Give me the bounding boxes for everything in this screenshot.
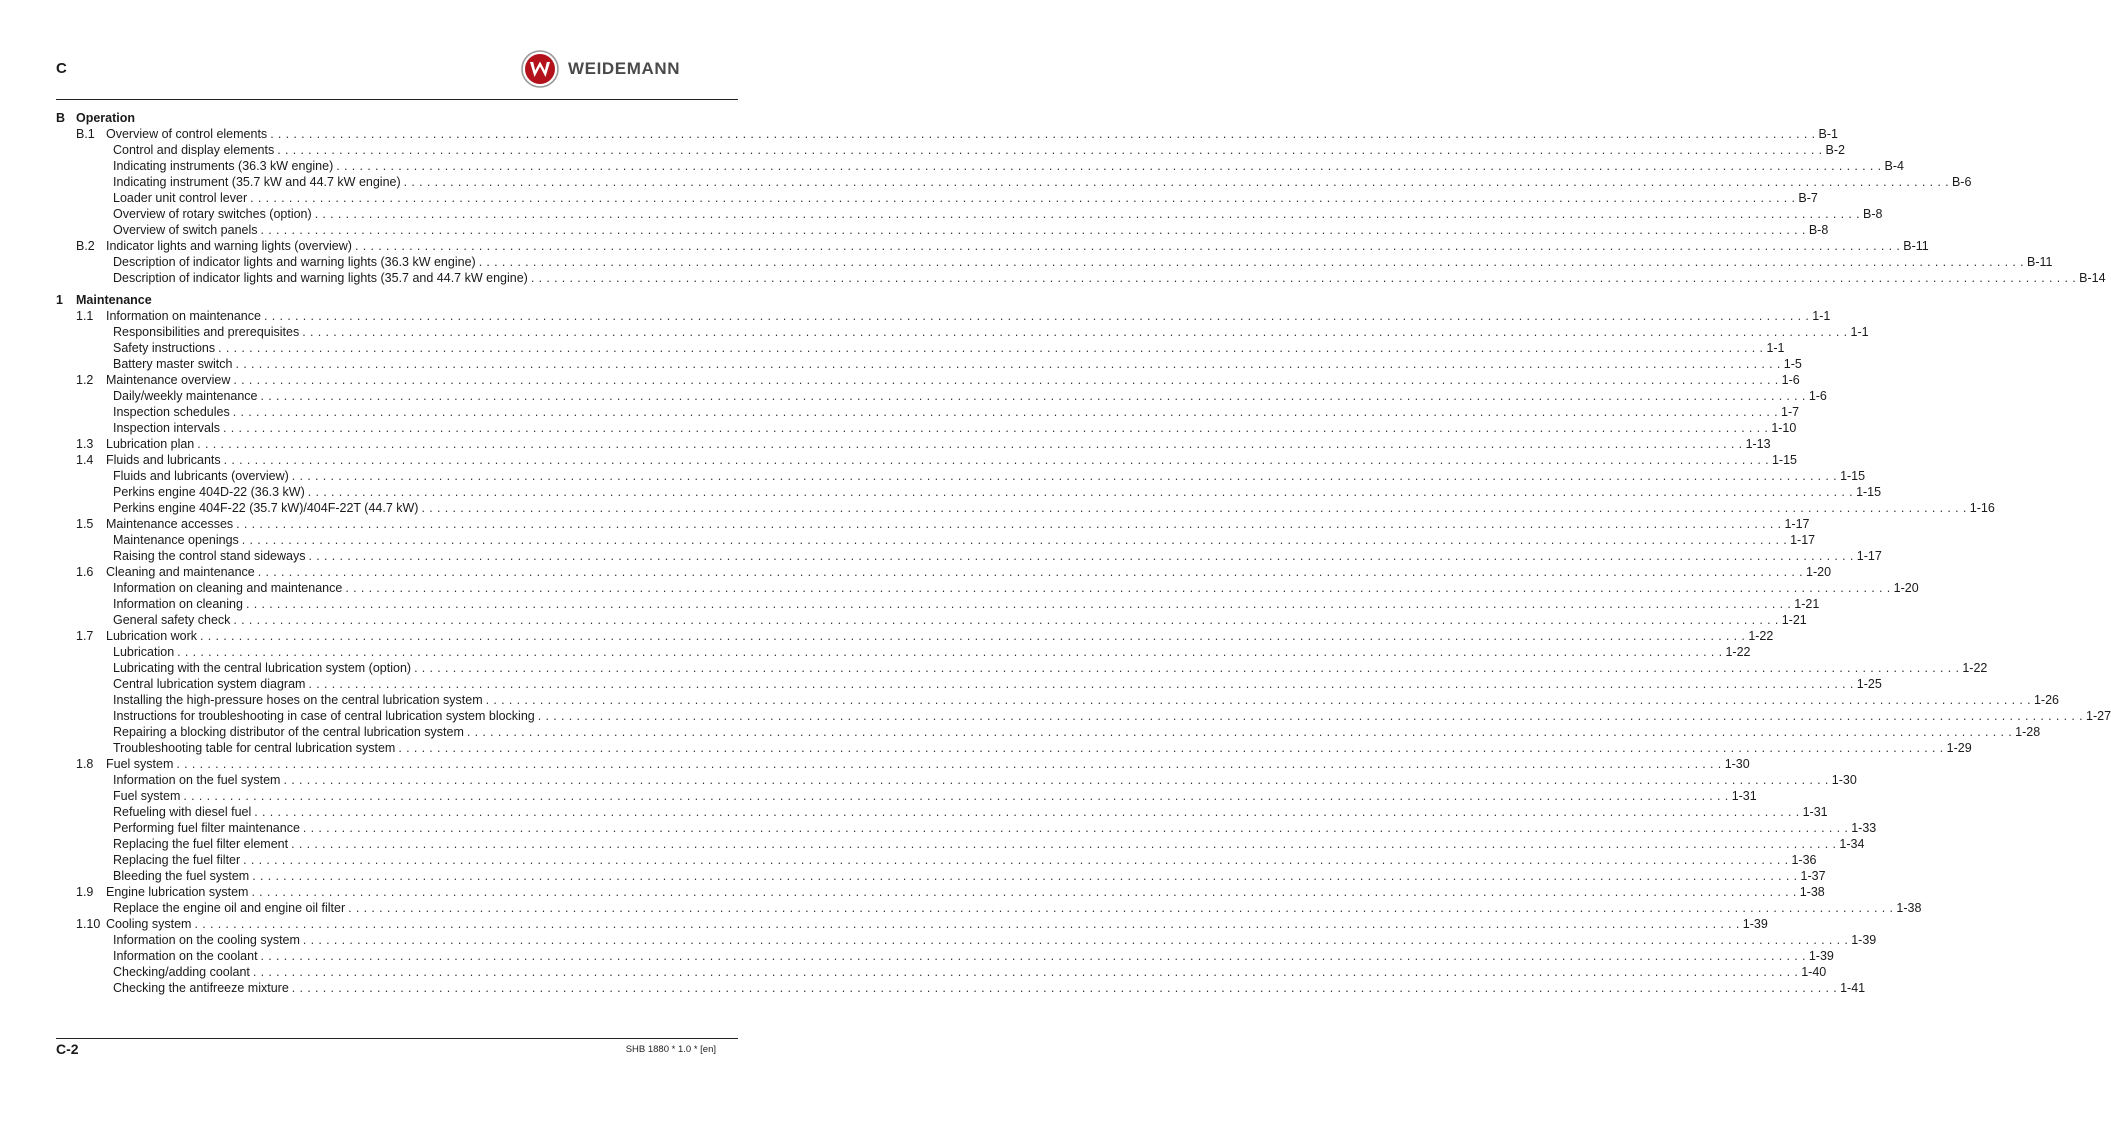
entry-number: 1.7 xyxy=(76,629,94,643)
entry-page: 1-13 xyxy=(1745,437,1771,451)
entry-title: Replace the engine oil and engine oil filter xyxy=(113,901,346,915)
entry-title: Indicator lights and warning lights (overview) xyxy=(106,239,352,253)
dot-leader: . . . . . . . . . . . . . . . . . . . . . . . . . . . . . . . . . . . . . . . . . . . . . . . . . . . . . . . . . . . . . . . . . . . . . . . . . . . . . . . . . . . . . . . . . . . . . . . . . . . . . . . . . . . . . . . . . . . . . . . . . . . . . . . . . . . . . . . . . . . . . . . . . . . . . . . . . . . . . . . . . . . . . . . . . . . . . . . . . . . . . . . . . . . . . . . . . . . . . . . . xyxy=(291,469,1838,483)
entry-title: Cooling system xyxy=(106,917,192,931)
entry-page: B-11 xyxy=(2026,255,2053,269)
dot-leader: . . . . . . . . . . . . . . . . . . . . . . . . . . . . . . . . . . . . . . . . . . . . . . . . . . . . . . . . . . . . . . . . . . . . . . . . . . . . . . . . . . . . . . . . . . . . . . . . . . . . . . . . . . . . . . . . . . . . . . . . . . . . . . . . . . . . . . . . . . . . . . . . . . . . . . . . . . . . . . . . . . . . . . . . . . . . . . . . . . . . . . . . . . . . . . . . . . . . . . . . xyxy=(252,869,1798,883)
entry-page: 1-41 xyxy=(1840,981,1866,995)
entry-title: Lubricating with the central lubrication system (option) xyxy=(113,661,412,675)
dot-leader: . . . . . . . . . . . . . . . . . . . . . . . . . . . . . . . . . . . . . . . . . . . . . . . . . . . . . . . . . . . . . . . . . . . . . . . . . . . . . . . . . . . . . . . . . . . . . . . . . . . . . . . . . . . . . . . . . . . . . . . . . . . . . . . . . . . . . . . . . . . . . . . . . . . . . . . . . . . . . . . . . . . . . . . . . . . . . . . . . . . . . . . . . . . . . . . . . . . . . . . . xyxy=(260,949,1806,963)
entry-page: 1-6 xyxy=(1781,373,1800,387)
toc-subentry[interactable] xyxy=(56,740,1972,756)
entry-page: 1-22 xyxy=(1962,661,1988,675)
entry-page: 1-38 xyxy=(1799,885,1825,899)
dot-leader: . . . . . . . . . . . . . . . . . . . . . . . . . . . . . . . . . . . . . . . . . . . . . . . . . . . . . . . . . . . . . . . . . . . . . . . . . . . . . . . . . . . . . . . . . . . . . . . . . . . . . . . . . . . . . . . . . . . . . . . . . . . . . . . . . . . . . . . . . . . . . . . . . . . . . . . . . . . . . . . . . . . . . . . . . . . . . . . . . . . . . . . . . . . . . . . . . . . . . . . . xyxy=(233,373,1779,387)
toc-subentry[interactable] xyxy=(56,190,1818,206)
toc-entry[interactable] xyxy=(56,756,1750,772)
footer-rule xyxy=(56,1038,738,1039)
entry-page: 1-7 xyxy=(1781,405,1800,419)
entry-page: 1-1 xyxy=(1850,325,1869,339)
entry-title: Overview of switch panels xyxy=(113,223,258,237)
entry-title: Perkins engine 404D-22 (36.3 kW) xyxy=(113,485,305,499)
dot-leader: . . . . . . . . . . . . . . . . . . . . . . . . . . . . . . . . . . . . . . . . . . . . . . . . . . . . . . . . . . . . . . . . . . . . . . . . . . . . . . . . . . . . . . . . . . . . . . . . . . . . . . . . . . . . . . . . . . . . . . . . . . . . . . . . . . . . . . . . . . . . . . . . . . . . . . . . . . . . . . . . . . . . . . . . . . . . . . . . . . . . . . . . . . . . . . . . . . . . . . . . xyxy=(354,239,1901,253)
toc-entry[interactable] xyxy=(56,516,1810,532)
toc-subentry[interactable] xyxy=(56,660,1988,676)
dot-leader: . . . . . . . . . . . . . . . . . . . . . . . . . . . . . . . . . . . . . . . . . . . . . . . . . . . . . . . . . . . . . . . . . . . . . . . . . . . . . . . . . . . . . . . . . . . . . . . . . . . . . . . . . . . . . . . . . . . . . . . . . . . . . . . . . . . . . . . . . . . . . . . . . . . . . . . . . . . . . . . . . . . . . . . . . . . . . . . . . . . . . . . . . . . . . . . . . . . . . . . . xyxy=(197,437,1743,451)
toc-subentry[interactable] xyxy=(56,980,1866,996)
dot-leader: . . . . . . . . . . . . . . . . . . . . . . . . . . . . . . . . . . . . . . . . . . . . . . . . . . . . . . . . . . . . . . . . . . . . . . . . . . . . . . . . . . . . . . . . . . . . . . . . . . . . . . . . . . . . . . . . . . . . . . . . . . . . . . . . . . . . . . . . . . . . . . . . . . . . . . . . . . . . . . . . . . . . . . . . . . . . . . . . . . . . . . . . . . . . . . . . . . . . . . . . xyxy=(336,159,1882,173)
dot-leader: . . . . . . . . . . . . . . . . . . . . . . . . . . . . . . . . . . . . . . . . . . . . . . . . . . . . . . . . . . . . . . . . . . . . . . . . . . . . . . . . . . . . . . . . . . . . . . . . . . . . . . . . . . . . . . . . . . . . . . . . . . . . . . . . . . . . . . . . . . . . . . . . . . . . . . . . . . . . . . . . . . . . . . . . . . . . . . . . . . . . . . . . . . . . . . . . . . . . . . . . xyxy=(218,341,1764,355)
entry-title: Information on the coolant xyxy=(113,949,258,963)
toc-entry[interactable] xyxy=(56,628,1774,644)
toc-subentry[interactable] xyxy=(56,500,1995,516)
entry-title: Fuel system xyxy=(113,789,181,803)
toc-subentry[interactable] xyxy=(56,852,1817,868)
dot-leader: . . . . . . . . . . . . . . . . . . . . . . . . . . . . . . . . . . . . . . . . . . . . . . . . . . . . . . . . . . . . . . . . . . . . . . . . . . . . . . . . . . . . . . . . . . . . . . . . . . . . . . . . . . . . . . . . . . . . . . . . . . . . . . . . . . . . . . . . . . . . . . . . . . . . . . . . . . . . . . . . . . . . . . . . . . . . . . . . . . . . . . . . . . . . . . . . . . . . . . . . xyxy=(250,191,1796,205)
toc-subentry[interactable] xyxy=(56,948,1834,964)
dot-leader: . . . . . . . . . . . . . . . . . . . . . . . . . . . . . . . . . . . . . . . . . . . . . . . . . . . . . . . . . . . . . . . . . . . . . . . . . . . . . . . . . . . . . . . . . . . . . . . . . . . . . . . . . . . . . . . . . . . . . . . . . . . . . . . . . . . . . . . . . . . . . . . . . . . . . . . . . . . . . . . . . . . . . . . . . . . . . . . . . . . . . . . . . . . . . . . . . . . . . . . . xyxy=(263,309,1810,323)
entry-title: Indicating instrument (35.7 kW and 44.7 kW engine) xyxy=(113,175,401,189)
dot-leader: . . . . . . . . . . . . . . . . . . . . . . . . . . . . . . . . . . . . . . . . . . . . . . . . . . . . . . . . . . . . . . . . . . . . . . . . . . . . . . . . . . . . . . . . . . . . . . . . . . . . . . . . . . . . . . . . . . . . . . . . . . . . . . . . . . . . . . . . . . . . . . . . . . . . . . . . . . . . . . . . . . . . . . . . . . . . . . . . . . . . . . . . . . . . . . . . . . . . . . . . xyxy=(398,741,1944,755)
toc-subentry[interactable] xyxy=(56,532,1816,548)
entry-number: 1.4 xyxy=(76,453,94,467)
entry-title: Central lubrication system diagram xyxy=(113,677,306,691)
dot-leader: . . . . . . . . . . . . . . . . . . . . . . . . . . . . . . . . . . . . . . . . . . . . . . . . . . . . . . . . . . . . . . . . . . . . . . . . . . . . . . . . . . . . . . . . . . . . . . . . . . . . . . . . . . . . . . . . . . . . . . . . . . . . . . . . . . . . . . . . . . . . . . . . . . . . . . . . . . . . . . . . . . . . . . . . . . . . . . . . . . . . . . . . . . . . . . . . . . . . . . . . xyxy=(176,757,1722,771)
toc-subentry[interactable] xyxy=(56,206,1883,222)
entry-page: 1-30 xyxy=(1831,773,1857,787)
dot-leader: . . . . . . . . . . . . . . . . . . . . . . . . . . . . . . . . . . . . . . . . . . . . . . . . . . . . . . . . . . . . . . . . . . . . . . . . . . . . . . . . . . . . . . . . . . . . . . . . . . . . . . . . . . . . . . . . . . . . . . . . . . . . . . . . . . . . . . . . . . . . . . . . . . . . . . . . . . . . . . . . . . . . . . . . . . . . . . . . . . . . . . . . . . . . . . . . . . . . . . . . xyxy=(270,127,1816,141)
dot-leader: . . . . . . . . . . . . . . . . . . . . . . . . . . . . . . . . . . . . . . . . . . . . . . . . . . . . . . . . . . . . . . . . . . . . . . . . . . . . . . . . . . . . . . . . . . . . . . . . . . . . . . . . . . . . . . . . . . . . . . . . . . . . . . . . . . . . . . . . . . . . . . . . . . . . . . . . . . . . . . . . . . . . . . . . . . . . . . . . . . . . . . . . . . . . . . . . . . . . . . . . xyxy=(314,207,1860,221)
entry-number: 1.5 xyxy=(76,517,94,531)
brand-name: WEIDEMANN xyxy=(568,59,681,78)
entry-number: 1.10 xyxy=(76,917,101,931)
entry-page: 1-31 xyxy=(1802,805,1828,819)
toc-subentry[interactable] xyxy=(56,324,1869,340)
entry-page: 1-36 xyxy=(1791,853,1817,867)
entry-page: 1-15 xyxy=(1856,485,1882,499)
toc-entry[interactable] xyxy=(56,126,1838,142)
entry-title: Battery master switch xyxy=(113,357,233,371)
entry-title: Installing the high-pressure hoses on the central lubrication system xyxy=(113,693,483,707)
entry-title: Indicating instruments (36.3 kW engine) xyxy=(113,159,334,173)
entry-page: 1-29 xyxy=(1946,741,1972,755)
entry-title: Performing fuel filter maintenance xyxy=(113,821,300,835)
dot-leader: . . . . . . . . . . . . . . . . . . . . . . . . . . . . . . . . . . . . . . . . . . . . . . . . . . . . . . . . . . . . . . . . . . . . . . . . . . . . . . . . . . . . . . . . . . . . . . . . . . . . . . . . . . . . . . . . . . . . . . . . . . . . . . . . . . . . . . . . . . . . . . . . . . . . . . . . . . . . . . . . . . . . . . . . . . . . . . . . . . . . . . . . . . . . . . . . . . . . . . . . xyxy=(200,629,1746,643)
toc-subentry[interactable] xyxy=(56,692,2059,708)
dot-leader: . . . . . . . . . . . . . . . . . . . . . . . . . . . . . . . . . . . . . . . . . . . . . . . . . . . . . . . . . . . . . . . . . . . . . . . . . . . . . . . . . . . . . . . . . . . . . . . . . . . . . . . . . . . . . . . . . . . . . . . . . . . . . . . . . . . . . . . . . . . . . . . . . . . . . . . . . . . . . . . . . . . . . . . . . . . . . . . . . . . . . . . . . . . . . . . . . . . . . . . . xyxy=(466,725,2013,739)
entry-page: 1-17 xyxy=(1790,533,1816,547)
dot-leader: . . . . . . . . . . . . . . . . . . . . . . . . . . . . . . . . . . . . . . . . . . . . . . . . . . . . . . . . . . . . . . . . . . . . . . . . . . . . . . . . . . . . . . . . . . . . . . . . . . . . . . . . . . . . . . . . . . . . . . . . . . . . . . . . . . . . . . . . . . . . . . . . . . . . . . . . . . . . . . . . . . . . . . . . . . . . . . . . . . . . . . . . . . . . . . . . . . . . . . . . xyxy=(421,501,1967,515)
entry-number: 1.6 xyxy=(76,565,94,579)
dot-leader: . . . . . . . . . . . . . . . . . . . . . . . . . . . . . . . . . . . . . . . . . . . . . . . . . . . . . . . . . . . . . . . . . . . . . . . . . . . . . . . . . . . . . . . . . . . . . . . . . . . . . . . . . . . . . . . . . . . . . . . . . . . . . . . . . . . . . . . . . . . . . . . . . . . . . . . . . . . . . . . . . . . . . . . . . . . . . . . . . . . . . . . . . . . . . . . . . . . . . . . . xyxy=(260,389,1806,403)
entry-page: B-14 xyxy=(2079,271,2106,285)
entry-title: Checking/adding coolant xyxy=(113,965,250,979)
entry-page: 1-39 xyxy=(1808,949,1834,963)
document-reference: SHB 1880 * 1.0 * [en] xyxy=(625,1044,716,1055)
section-title: Operation xyxy=(76,111,136,125)
section-heading xyxy=(56,292,717,308)
entry-title: Raising the control stand sideways xyxy=(113,549,306,563)
toc-subentry[interactable] xyxy=(56,596,1820,612)
entry-title: Repairing a blocking distributor of the central lubrication system xyxy=(113,725,464,739)
entry-page: 1-6 xyxy=(1808,389,1827,403)
entry-page: 1-37 xyxy=(1800,869,1826,883)
entry-title: Fluids and lubricants xyxy=(106,453,221,467)
entry-title: Description of indicator lights and warning lights (35.7 and 44.7 kW engine) xyxy=(113,271,528,285)
entry-title: Lubrication plan xyxy=(106,437,195,451)
toc-subentry[interactable] xyxy=(56,222,1829,238)
dot-leader: . . . . . . . . . . . . . . . . . . . . . . . . . . . . . . . . . . . . . . . . . . . . . . . . . . . . . . . . . . . . . . . . . . . . . . . . . . . . . . . . . . . . . . . . . . . . . . . . . . . . . . . . . . . . . . . . . . . . . . . . . . . . . . . . . . . . . . . . . . . . . . . . . . . . . . . . . . . . . . . . . . . . . . . . . . . . . . . . . . . . . . . . . . . . . . . . . . . . . . . . xyxy=(283,773,1829,787)
toc-subentry[interactable] xyxy=(56,964,1827,980)
entry-number: 1.2 xyxy=(76,373,94,387)
dot-leader: . . . . . . . . . . . . . . . . . . . . . . . . . . . . . . . . . . . . . . . . . . . . . . . . . . . . . . . . . . . . . . . . . . . . . . . . . . . . . . . . . . . . . . . . . . . . . . . . . . . . . . . . . . . . . . . . . . . . . . . . . . . . . . . . . . . . . . . . . . . . . . . . . . . . . . . . . . . . . . . . . . . . . . . . . . . . . . . . . . . . . . . . . . . . . . . . . . . . . . . . xyxy=(236,517,1782,531)
entry-page: 1-38 xyxy=(1896,901,1922,915)
dot-leader: . . . . . . . . . . . . . . . . . . . . . . . . . . . . . . . . . . . . . . . . . . . . . . . . . . . . . . . . . . . . . . . . . . . . . . . . . . . . . . . . . . . . . . . . . . . . . . . . . . . . . . . . . . . . . . . . . . . . . . . . . . . . . . . . . . . . . . . . . . . . . . . . . . . . . . . . . . . . . . . . . . . . . . . . . . . . . . . . . . . . . . . . . . . . . . . . . . . . . . . . xyxy=(277,143,1823,157)
entry-title: Description of indicator lights and warning lights (36.3 kW engine) xyxy=(113,255,476,269)
toc-entry[interactable] xyxy=(56,564,1832,580)
entry-page: 1-20 xyxy=(1806,565,1832,579)
entry-page: 1-34 xyxy=(1839,837,1865,851)
dot-leader: . . . . . . . . . . . . . . . . . . . . . . . . . . . . . . . . . . . . . . . . . . . . . . . . . . . . . . . . . . . . . . . . . . . . . . . . . . . . . . . . . . . . . . . . . . . . . . . . . . . . . . . . . . . . . . . . . . . . . . . . . . . . . . . . . . . . . . . . . . . . . . . . . . . . . . . . . . . . . . . . . . . . . . . . . . . . . . . . . . . . . . . . . . . . . . . . . . . . . . . . xyxy=(302,325,1848,339)
entry-title: Cleaning and maintenance xyxy=(106,565,255,579)
entry-page: B-7 xyxy=(1798,191,1818,205)
header-rule xyxy=(56,99,738,100)
dot-leader: . . . . . . . . . . . . . . . . . . . . . . . . . . . . . . . . . . . . . . . . . . . . . . . . . . . . . . . . . . . . . . . . . . . . . . . . . . . . . . . . . . . . . . . . . . . . . . . . . . . . . . . . . . . . . . . . . . . . . . . . . . . . . . . . . . . . . . . . . . . . . . . . . . . . . . . . . . . . . . . . . . . . . . . . . . . . . . . . . . . . . . . . . . . . . . . . . . . . . . . . xyxy=(245,597,1792,611)
section-title: Maintenance xyxy=(76,293,152,307)
entry-page: 1-25 xyxy=(1856,677,1882,691)
toc-subentry[interactable] xyxy=(56,580,1919,596)
dot-leader: . . . . . . . . . . . . . . . . . . . . . . . . . . . . . . . . . . . . . . . . . . . . . . . . . . . . . . . . . . . . . . . . . . . . . . . . . . . . . . . . . . . . . . . . . . . . . . . . . . . . . . . . . . . . . . . . . . . . . . . . . . . . . . . . . . . . . . . . . . . . . . . . . . . . . . . . . . . . . . . . . . . . . . . . . . . . . . . . . . . . . . . . . . . . . . . . . . . . . . . . xyxy=(177,645,1723,659)
section-heading xyxy=(56,110,717,126)
entry-page: 1-20 xyxy=(1893,581,1919,595)
entry-title: Maintenance openings xyxy=(113,533,239,547)
chapter-letter: C xyxy=(56,60,67,77)
toc-subentry[interactable] xyxy=(56,420,1797,436)
dot-leader: . . . . . . . . . . . . . . . . . . . . . . . . . . . . . . . . . . . . . . . . . . . . . . . . . . . . . . . . . . . . . . . . . . . . . . . . . . . . . . . . . . . . . . . . . . . . . . . . . . . . . . . . . . . . . . . . . . . . . . . . . . . . . . . . . . . . . . . . . . . . . . . . . . . . . . . . . . . . . . . . . . . . . . . . . . . . . . . . . . . . . . . . . . . . . . . . . . . . . . . . xyxy=(403,175,1949,189)
toc-subentry[interactable] xyxy=(56,644,1751,660)
entry-number: 1.3 xyxy=(76,437,94,451)
dot-leader: . . . . . . . . . . . . . . . . . . . . . . . . . . . . . . . . . . . . . . . . . . . . . . . . . . . . . . . . . . . . . . . . . . . . . . . . . . . . . . . . . . . . . . . . . . . . . . . . . . . . . . . . . . . . . . . . . . . . . . . . . . . . . . . . . . . . . . . . . . . . . . . . . . . . . . . . . . . . . . . . . . . . . . . . . . . . . . . . . . . . . . . . . . . . . . . . . . . . . . . . xyxy=(530,271,2077,285)
entry-number: 1.9 xyxy=(76,885,94,899)
entry-page: 1-16 xyxy=(1969,501,1995,515)
entry-title: Lubrication xyxy=(113,645,175,659)
entry-title: Instructions for troubleshooting in case of central lubrication system blocking xyxy=(113,709,535,723)
entry-page: 1-31 xyxy=(1731,789,1757,803)
entry-title: Overview of rotary switches (option) xyxy=(113,207,312,221)
dot-leader: . . . . . . . . . . . . . . . . . . . . . . . . . . . . . . . . . . . . . . . . . . . . . . . . . . . . . . . . . . . . . . . . . . . . . . . . . . . . . . . . . . . . . . . . . . . . . . . . . . . . . . . . . . . . . . . . . . . . . . . . . . . . . . . . . . . . . . . . . . . . . . . . . . . . . . . . . . . . . . . . . . . . . . . . . . . . . . . . . . . . . . . . . . . . . . . . . . . . . . . . xyxy=(243,853,1789,867)
entry-page: 1-15 xyxy=(1840,469,1866,483)
section-number: 1 xyxy=(56,293,63,307)
entry-title: Information on the fuel system xyxy=(113,773,281,787)
entry-page: 1-22 xyxy=(1725,645,1751,659)
toc-entry[interactable] xyxy=(56,916,1768,932)
toc-subentry[interactable] xyxy=(56,820,1877,836)
dot-leader: . . . . . . . . . . . . . . . . . . . . . . . . . . . . . . . . . . . . . . . . . . . . . . . . . . . . . . . . . . . . . . . . . . . . . . . . . . . . . . . . . . . . . . . . . . . . . . . . . . . . . . . . . . . . . . . . . . . . . . . . . . . . . . . . . . . . . . . . . . . . . . . . . . . . . . . . . . . . . . . . . . . . . . . . . . . . . . . . . . . . . . . . . . . . . . . . . . . . . . . . xyxy=(345,581,1891,595)
entry-page: B-11 xyxy=(1903,239,1929,253)
dot-leader: . . . . . . . . . . . . . . . . . . . . . . . . . . . . . . . . . . . . . . . . . . . . . . . . . . . . . . . . . . . . . . . . . . . . . . . . . . . . . . . . . . . . . . . . . . . . . . . . . . . . . . . . . . . . . . . . . . . . . . . . . . . . . . . . . . . . . . . . . . . . . . . . . . . . . . . . . . . . . . . . . . . . . . . . . . . . . . . . . . . . . . . . . . . . . . . . . . . . . . . . xyxy=(308,677,1854,691)
entry-page: 1-5 xyxy=(1783,357,1802,371)
dot-leader: . . . . . . . . . . . . . . . . . . . . . . . . . . . . . . . . . . . . . . . . . . . . . . . . . . . . . . . . . . . . . . . . . . . . . . . . . . . . . . . . . . . . . . . . . . . . . . . . . . . . . . . . . . . . . . . . . . . . . . . . . . . . . . . . . . . . . . . . . . . . . . . . . . . . . . . . . . . . . . . . . . . . . . . . . . . . . . . . . . . . . . . . . . . . . . . . . . . . . . . . xyxy=(183,789,1729,803)
dot-leader: . . . . . . . . . . . . . . . . . . . . . . . . . . . . . . . . . . . . . . . . . . . . . . . . . . . . . . . . . . . . . . . . . . . . . . . . . . . . . . . . . . . . . . . . . . . . . . . . . . . . . . . . . . . . . . . . . . . . . . . . . . . . . . . . . . . . . . . . . . . . . . . . . . . . . . . . . . . . . . . . . . . . . . . . . . . . . . . . . . . . . . . . . . . . . . . . . . . . . . . . xyxy=(348,901,1894,915)
toc-entry[interactable] xyxy=(56,452,1797,468)
dot-leader: . . . . . . . . . . . . . . . . . . . . . . . . . . . . . . . . . . . . . . . . . . . . . . . . . . . . . . . . . . . . . . . . . . . . . . . . . . . . . . . . . . . . . . . . . . . . . . . . . . . . . . . . . . . . . . . . . . . . . . . . . . . . . . . . . . . . . . . . . . . . . . . . . . . . . . . . . . . . . . . . . . . . . . . . . . . . . . . . . . . . . . . . . . . . . . . . . . . . . . . . xyxy=(291,981,1838,995)
toc-subentry[interactable] xyxy=(56,388,1827,404)
toc-subentry[interactable] xyxy=(56,356,1802,372)
entry-number: 1.1 xyxy=(76,309,94,323)
toc-subentry[interactable] xyxy=(56,340,1785,356)
dot-leader: . . . . . . . . . . . . . . . . . . . . . . . . . . . . . . . . . . . . . . . . . . . . . . . . . . . . . . . . . . . . . . . . . . . . . . . . . . . . . . . . . . . . . . . . . . . . . . . . . . . . . . . . . . . . . . . . . . . . . . . . . . . . . . . . . . . . . . . . . . . . . . . . . . . . . . . . . . . . . . . . . . . . . . . . . . . . . . . . . . . . . . . . . . . . . . . . . . . . . . . . xyxy=(257,565,1804,579)
entry-title: Control and display elements xyxy=(113,143,275,157)
dot-leader: . . . . . . . . . . . . . . . . . . . . . . . . . . . . . . . . . . . . . . . . . . . . . . . . . . . . . . . . . . . . . . . . . . . . . . . . . . . . . . . . . . . . . . . . . . . . . . . . . . . . . . . . . . . . . . . . . . . . . . . . . . . . . . . . . . . . . . . . . . . . . . . . . . . . . . . . . . . . . . . . . . . . . . . . . . . . . . . . . . . . . . . . . . . . . . . . . . . . . . . . xyxy=(251,885,1797,899)
dot-leader: . . . . . . . . . . . . . . . . . . . . . . . . . . . . . . . . . . . . . . . . . . . . . . . . . . . . . . . . . . . . . . . . . . . . . . . . . . . . . . . . . . . . . . . . . . . . . . . . . . . . . . . . . . . . . . . . . . . . . . . . . . . . . . . . . . . . . . . . . . . . . . . . . . . . . . . . . . . . . . . . . . . . . . . . . . . . . . . . . . . . . . . . . . . . . . . . . . . . . . . . xyxy=(233,613,1779,627)
entry-title: Checking the antifreeze mixture xyxy=(113,981,289,995)
dot-leader: . . . . . . . . . . . . . . . . . . . . . . . . . . . . . . . . . . . . . . . . . . . . . . . . . . . . . . . . . . . . . . . . . . . . . . . . . . . . . . . . . . . . . . . . . . . . . . . . . . . . . . . . . . . . . . . . . . . . . . . . . . . . . . . . . . . . . . . . . . . . . . . . . . . . . . . . . . . . . . . . . . . . . . . . . . . . . . . . . . . . . . . . . . . . . . . . . . . . . . . . xyxy=(302,821,1849,835)
entry-page: 1-27 xyxy=(2086,709,2111,723)
dot-leader: . . . . . . . . . . . . . . . . . . . . . . . . . . . . . . . . . . . . . . . . . . . . . . . . . . . . . . . . . . . . . . . . . . . . . . . . . . . . . . . . . . . . . . . . . . . . . . . . . . . . . . . . . . . . . . . . . . . . . . . . . . . . . . . . . . . . . . . . . . . . . . . . . . . . . . . . . . . . . . . . . . . . . . . . . . . . . . . . . . . . . . . . . . . . . . . . . . . . . . . . xyxy=(194,917,1740,931)
dot-leader: . . . . . . . . . . . . . . . . . . . . . . . . . . . . . . . . . . . . . . . . . . . . . . . . . . . . . . . . . . . . . . . . . . . . . . . . . . . . . . . . . . . . . . . . . . . . . . . . . . . . . . . . . . . . . . . . . . . . . . . . . . . . . . . . . . . . . . . . . . . . . . . . . . . . . . . . . . . . . . . . . . . . . . . . . . . . . . . . . . . . . . . . . . . . . . . . . . . . . . . . xyxy=(235,357,1781,371)
entry-title: Maintenance accesses xyxy=(106,517,234,531)
dot-leader: . . . . . . . . . . . . . . . . . . . . . . . . . . . . . . . . . . . . . . . . . . . . . . . . . . . . . . . . . . . . . . . . . . . . . . . . . . . . . . . . . . . . . . . . . . . . . . . . . . . . . . . . . . . . . . . . . . . . . . . . . . . . . . . . . . . . . . . . . . . . . . . . . . . . . . . . . . . . . . . . . . . . . . . . . . . . . . . . . . . . . . . . . . . . . . . . . . . . . . . . xyxy=(302,933,1849,947)
entry-title: Bleeding the fuel system xyxy=(113,869,250,883)
dot-leader: . . . . . . . . . . . . . . . . . . . . . . . . . . . . . . . . . . . . . . . . . . . . . . . . . . . . . . . . . . . . . . . . . . . . . . . . . . . . . . . . . . . . . . . . . . . . . . . . . . . . . . . . . . . . . . . . . . . . . . . . . . . . . . . . . . . . . . . . . . . . . . . . . . . . . . . . . . . . . . . . . . . . . . . . . . . . . . . . . . . . . . . . . . . . . . . . . . . . . . . . xyxy=(485,693,2031,707)
toc-subentry[interactable] xyxy=(56,468,1866,484)
entry-title: Troubleshooting table for central lubrication system xyxy=(113,741,396,755)
entry-page: B-2 xyxy=(1825,143,1845,157)
entry-title: Information on cleaning xyxy=(113,597,243,611)
entry-page: 1-10 xyxy=(1771,421,1797,435)
dot-leader: . . . . . . . . . . . . . . . . . . . . . . . . . . . . . . . . . . . . . . . . . . . . . . . . . . . . . . . . . . . . . . . . . . . . . . . . . . . . . . . . . . . . . . . . . . . . . . . . . . . . . . . . . . . . . . . . . . . . . . . . . . . . . . . . . . . . . . . . . . . . . . . . . . . . . . . . . . . . . . . . . . . . . . . . . . . . . . . . . . . . . . . . . . . . . . . . . . . . . . . . xyxy=(223,421,1769,435)
entry-page: 1-33 xyxy=(1851,821,1877,835)
entry-title: Replacing the fuel filter element xyxy=(113,837,289,851)
toc-entry[interactable] xyxy=(56,884,1825,900)
entry-number: B.1 xyxy=(76,127,95,141)
toc-entry[interactable] xyxy=(56,308,1831,324)
entry-page: B-4 xyxy=(1884,159,1904,173)
toc-subentry[interactable] xyxy=(56,158,1904,174)
dot-leader: . . . . . . . . . . . . . . . . . . . . . . . . . . . . . . . . . . . . . . . . . . . . . . . . . . . . . . . . . . . . . . . . . . . . . . . . . . . . . . . . . . . . . . . . . . . . . . . . . . . . . . . . . . . . . . . . . . . . . . . . . . . . . . . . . . . . . . . . . . . . . . . . . . . . . . . . . . . . . . . . . . . . . . . . . . . . . . . . . . . . . . . . . . . . . . . . . . . . . . . . xyxy=(478,255,2024,269)
toc-subentry[interactable] xyxy=(56,788,1757,804)
dot-leader: . . . . . . . . . . . . . . . . . . . . . . . . . . . . . . . . . . . . . . . . . . . . . . . . . . . . . . . . . . . . . . . . . . . . . . . . . . . . . . . . . . . . . . . . . . . . . . . . . . . . . . . . . . . . . . . . . . . . . . . . . . . . . . . . . . . . . . . . . . . . . . . . . . . . . . . . . . . . . . . . . . . . . . . . . . . . . . . . . . . . . . . . . . . . . . . . . . . . . . . . xyxy=(232,405,1779,419)
entry-title: Perkins engine 404F-22 (35.7 kW)/404F-22T (44.7 kW) xyxy=(113,501,419,515)
entry-title: Maintenance overview xyxy=(106,373,231,387)
entry-title: Responsibilities and prerequisites xyxy=(113,325,300,339)
toc-subentry[interactable] xyxy=(56,404,1800,420)
entry-page: 1-22 xyxy=(1748,629,1774,643)
entry-page: 1-21 xyxy=(1794,597,1820,611)
entry-title: Fluids and lubricants (overview) xyxy=(113,469,289,483)
dot-leader: . . . . . . . . . . . . . . . . . . . . . . . . . . . . . . . . . . . . . . . . . . . . . . . . . . . . . . . . . . . . . . . . . . . . . . . . . . . . . . . . . . . . . . . . . . . . . . . . . . . . . . . . . . . . . . . . . . . . . . . . . . . . . . . . . . . . . . . . . . . . . . . . . . . . . . . . . . . . . . . . . . . . . . . . . . . . . . . . . . . . . . . . . . . . . . . . . . . . . . . . xyxy=(260,223,1806,237)
dot-leader: . . . . . . . . . . . . . . . . . . . . . . . . . . . . . . . . . . . . . . . . . . . . . . . . . . . . . . . . . . . . . . . . . . . . . . . . . . . . . . . . . . . . . . . . . . . . . . . . . . . . . . . . . . . . . . . . . . . . . . . . . . . . . . . . . . . . . . . . . . . . . . . . . . . . . . . . . . . . . . . . . . . . . . . . . . . . . . . . . . . . . . . . . . . . . . . . . . . . . . . . xyxy=(537,709,2084,723)
entry-title: Fuel system xyxy=(106,757,174,771)
entry-title: Lubrication work xyxy=(106,629,198,643)
toc-entry[interactable] xyxy=(56,436,1771,452)
dot-leader: . . . . . . . . . . . . . . . . . . . . . . . . . . . . . . . . . . . . . . . . . . . . . . . . . . . . . . . . . . . . . . . . . . . . . . . . . . . . . . . . . . . . . . . . . . . . . . . . . . . . . . . . . . . . . . . . . . . . . . . . . . . . . . . . . . . . . . . . . . . . . . . . . . . . . . . . . . . . . . . . . . . . . . . . . . . . . . . . . . . . . . . . . . . . . . . . . . . . . . . . xyxy=(414,661,1960,675)
entry-title: Information on the cooling system xyxy=(113,933,300,947)
weidemann-logo xyxy=(521,50,680,88)
entry-page: 1-15 xyxy=(1771,453,1797,467)
dot-leader: . . . . . . . . . . . . . . . . . . . . . . . . . . . . . . . . . . . . . . . . . . . . . . . . . . . . . . . . . . . . . . . . . . . . . . . . . . . . . . . . . . . . . . . . . . . . . . . . . . . . . . . . . . . . . . . . . . . . . . . . . . . . . . . . . . . . . . . . . . . . . . . . . . . . . . . . . . . . . . . . . . . . . . . . . . . . . . . . . . . . . . . . . . . . . . . . . . . . . . . . xyxy=(223,453,1769,467)
toc-subentry[interactable] xyxy=(56,676,1882,692)
dot-leader: . . . . . . . . . . . . . . . . . . . . . . . . . . . . . . . . . . . . . . . . . . . . . . . . . . . . . . . . . . . . . . . . . . . . . . . . . . . . . . . . . . . . . . . . . . . . . . . . . . . . . . . . . . . . . . . . . . . . . . . . . . . . . . . . . . . . . . . . . . . . . . . . . . . . . . . . . . . . . . . . . . . . . . . . . . . . . . . . . . . . . . . . . . . . . . . . . . . . . . . . xyxy=(254,805,1800,819)
section-number: B xyxy=(56,111,66,125)
dot-leader: . . . . . . . . . . . . . . . . . . . . . . . . . . . . . . . . . . . . . . . . . . . . . . . . . . . . . . . . . . . . . . . . . . . . . . . . . . . . . . . . . . . . . . . . . . . . . . . . . . . . . . . . . . . . . . . . . . . . . . . . . . . . . . . . . . . . . . . . . . . . . . . . . . . . . . . . . . . . . . . . . . . . . . . . . . . . . . . . . . . . . . . . . . . . . . . . . . . . . . . . xyxy=(241,533,1788,547)
dot-leader: . . . . . . . . . . . . . . . . . . . . . . . . . . . . . . . . . . . . . . . . . . . . . . . . . . . . . . . . . . . . . . . . . . . . . . . . . . . . . . . . . . . . . . . . . . . . . . . . . . . . . . . . . . . . . . . . . . . . . . . . . . . . . . . . . . . . . . . . . . . . . . . . . . . . . . . . . . . . . . . . . . . . . . . . . . . . . . . . . . . . . . . . . . . . . . . . . . . . . . . . xyxy=(308,549,1854,563)
toc-entry[interactable] xyxy=(56,372,1800,388)
toc-subentry[interactable] xyxy=(56,270,2106,286)
toc-subentry[interactable] xyxy=(56,932,1877,948)
entry-page: B-6 xyxy=(1951,175,1972,189)
entry-title: Information on cleaning and maintenance xyxy=(113,581,343,595)
entry-title: General safety check xyxy=(113,613,231,627)
toc-subentry[interactable] xyxy=(56,708,2111,724)
entry-page: 1-26 xyxy=(2033,693,2059,707)
entry-title: Inspection schedules xyxy=(113,405,230,419)
entry-page: 1-39 xyxy=(1851,933,1877,947)
entry-page: 1-21 xyxy=(1781,613,1807,627)
entry-title: Daily/weekly maintenance xyxy=(113,389,258,403)
entry-title: Refueling with diesel fuel xyxy=(113,805,252,819)
toc-subentry[interactable] xyxy=(56,174,1972,190)
toc-subentry[interactable] xyxy=(56,804,1828,820)
toc-subentry[interactable] xyxy=(56,142,1845,158)
entry-page: 1-40 xyxy=(1801,965,1827,979)
entry-page: B-8 xyxy=(1862,207,1883,221)
entry-title: Engine lubrication system xyxy=(106,885,249,899)
table-of-contents xyxy=(56,110,2111,996)
toc-subentry[interactable] xyxy=(56,254,2053,270)
entry-number: B.2 xyxy=(76,239,95,253)
dot-leader: . . . . . . . . . . . . . . . . . . . . . . . . . . . . . . . . . . . . . . . . . . . . . . . . . . . . . . . . . . . . . . . . . . . . . . . . . . . . . . . . . . . . . . . . . . . . . . . . . . . . . . . . . . . . . . . . . . . . . . . . . . . . . . . . . . . . . . . . . . . . . . . . . . . . . . . . . . . . . . . . . . . . . . . . . . . . . . . . . . . . . . . . . . . . . . . . . . . . . . . . xyxy=(252,965,1799,979)
entry-page: B-1 xyxy=(1818,127,1838,141)
toc-subentry[interactable] xyxy=(56,836,1865,852)
toc-entry[interactable] xyxy=(56,238,1929,254)
page-number: C-2 xyxy=(56,1041,79,1057)
entry-title: Overview of control elements xyxy=(106,127,268,141)
toc-subentry[interactable] xyxy=(56,612,1807,628)
toc-subentry[interactable] xyxy=(56,724,2041,740)
entry-page: 1-1 xyxy=(1766,341,1785,355)
entry-title: Information on maintenance xyxy=(106,309,261,323)
toc-subentry[interactable] xyxy=(56,772,1857,788)
entry-page: 1-1 xyxy=(1812,309,1831,323)
entry-page: 1-30 xyxy=(1724,757,1750,771)
toc-subentry[interactable] xyxy=(56,548,1882,564)
entry-page: 1-17 xyxy=(1784,517,1810,531)
weidemann-emblem-icon xyxy=(521,50,559,88)
entry-title: Loader unit control lever xyxy=(113,191,248,205)
toc-subentry[interactable] xyxy=(56,484,1882,500)
entry-page: 1-39 xyxy=(1742,917,1768,931)
dot-leader: . . . . . . . . . . . . . . . . . . . . . . . . . . . . . . . . . . . . . . . . . . . . . . . . . . . . . . . . . . . . . . . . . . . . . . . . . . . . . . . . . . . . . . . . . . . . . . . . . . . . . . . . . . . . . . . . . . . . . . . . . . . . . . . . . . . . . . . . . . . . . . . . . . . . . . . . . . . . . . . . . . . . . . . . . . . . . . . . . . . . . . . . . . . . . . . . . . . . . . . . xyxy=(291,837,1837,851)
toc-subentry[interactable] xyxy=(56,868,1826,884)
entry-page: 1-28 xyxy=(2015,725,2041,739)
dot-leader: . . . . . . . . . . . . . . . . . . . . . . . . . . . . . . . . . . . . . . . . . . . . . . . . . . . . . . . . . . . . . . . . . . . . . . . . . . . . . . . . . . . . . . . . . . . . . . . . . . . . . . . . . . . . . . . . . . . . . . . . . . . . . . . . . . . . . . . . . . . . . . . . . . . . . . . . . . . . . . . . . . . . . . . . . . . . . . . . . . . . . . . . . . . . . . . . . . . . . . . . xyxy=(307,485,1854,499)
entry-title: Replacing the fuel filter xyxy=(113,853,241,867)
entry-page: B-8 xyxy=(1808,223,1829,237)
entry-page: 1-17 xyxy=(1856,549,1882,563)
entry-title: Inspection intervals xyxy=(113,421,221,435)
entry-number: 1.8 xyxy=(76,757,94,771)
toc-subentry[interactable] xyxy=(56,900,1922,916)
entry-title: Safety instructions xyxy=(113,341,216,355)
